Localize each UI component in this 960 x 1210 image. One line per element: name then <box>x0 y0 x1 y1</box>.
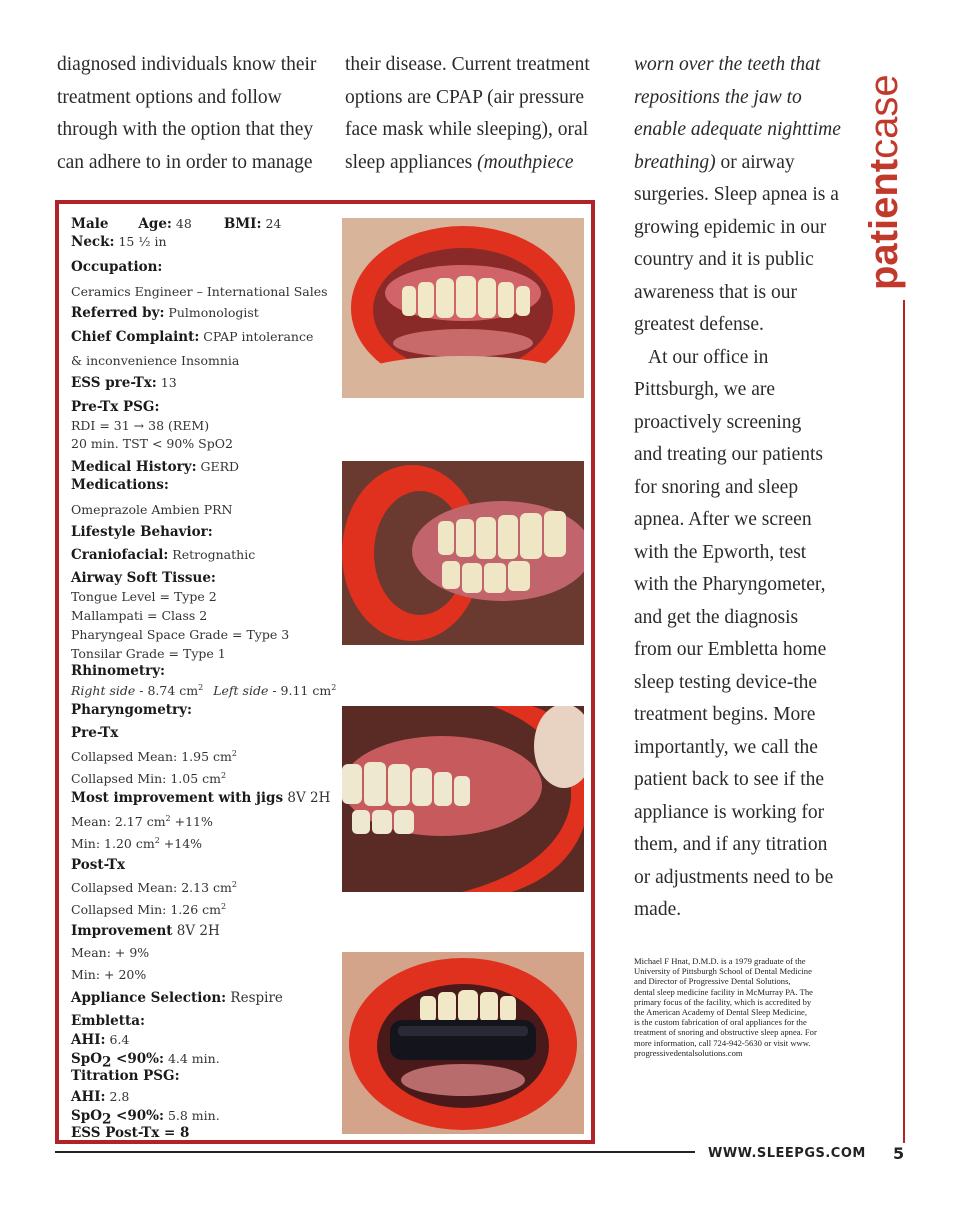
bio-line: University of Pittsburgh School of Dental Medicine <box>634 966 812 977</box>
ahi2-label: AHI: <box>71 1089 106 1105</box>
appliance-value: Respire <box>226 990 283 1006</box>
bio-line: and Director of Progressive Dental Solutions, <box>634 976 791 987</box>
pre-min: Collapsed Min: 1.05 cm <box>71 771 222 786</box>
improve-label: Improvement <box>71 923 173 939</box>
italic-line: repositions the jaw to <box>634 86 802 108</box>
clinical-photo <box>342 461 584 645</box>
meds-value: Omeprazole Ambien PRN <box>71 502 233 517</box>
text-line: their disease. Current treatment <box>345 54 590 75</box>
page-number: 5 <box>893 1144 905 1163</box>
complaint-value-2: & inconvenience Insomnia <box>71 353 240 368</box>
subscript: 2 <box>101 1054 112 1071</box>
psg-label: Pre-Tx PSG: <box>71 399 160 415</box>
side-rule <box>903 300 905 1143</box>
text-line: importantly, we call the <box>634 736 818 758</box>
embletta-label: Embletta: <box>71 1013 145 1029</box>
occupation-label: Occupation: <box>71 259 163 275</box>
text-line: treatment begins. More <box>634 704 816 725</box>
teeth-side-illustration <box>342 706 584 892</box>
pharyng-label: Pharyngometry: <box>71 702 192 718</box>
spo2b-label-rest: <90%: <box>111 1108 164 1124</box>
ahi-label: AHI: <box>71 1032 106 1048</box>
psg-line-1: RDI = 31 → 38 (REM) <box>71 418 210 433</box>
text-line <box>345 147 615 180</box>
complaint-value: CPAP intolerance <box>199 329 314 344</box>
ess-pre-label: ESS pre-Tx: <box>71 375 157 391</box>
pre-mean: Collapsed Mean: 1.95 cm <box>71 749 232 764</box>
text-line: treatment options and follow <box>57 86 282 108</box>
rhino-label: Rhinometry: <box>71 663 166 679</box>
text-line: through with the option that they <box>57 119 314 140</box>
post-min: Collapsed Min: 1.26 cm <box>71 902 222 917</box>
airway-line: Tonsilar Grade = Type 1 <box>71 646 226 661</box>
body-column-2 <box>345 49 615 179</box>
subscript: 2 <box>101 1111 112 1128</box>
italic-line: enable adequate nighttime <box>634 119 841 140</box>
lifestyle-label: Lifestyle Behavior: <box>71 524 213 540</box>
italic-line: worn over the teeth that <box>634 54 821 75</box>
neck-label: Neck: <box>71 234 115 250</box>
spo2-label: SpO <box>71 1051 102 1067</box>
appliance-label: Appliance Selection: <box>71 990 227 1006</box>
section-title-vertical <box>842 74 926 290</box>
superscript: 2 <box>231 879 237 889</box>
text-line: awareness that is our <box>634 281 797 303</box>
spo2b-label: SpO <box>71 1108 102 1124</box>
rhino-left-label: Left side <box>213 683 269 698</box>
text-line: with the Epworth, test <box>634 541 807 563</box>
improve-min: Min: + 20% <box>71 967 147 982</box>
superscript: 2 <box>198 682 204 692</box>
bio-line: treatment of snoring and obstructive sleep apnea. For <box>634 1027 817 1038</box>
superscript: 2 <box>231 748 237 758</box>
superscript: 2 <box>221 901 227 911</box>
spo2-label-rest: <90%: <box>111 1051 164 1067</box>
improve-value: 8V 2H <box>172 923 220 939</box>
titration-label: Titration PSG: <box>71 1068 180 1084</box>
text-line: sleep testing device-the <box>634 671 818 693</box>
teeth-side-illustration <box>342 461 584 645</box>
text-line: surgeries. Sleep apnea is a <box>634 184 839 205</box>
text-line: face mask while sleeping), oral <box>345 119 589 140</box>
psg-line-2: 20 min. TST < 90% SpO2 <box>71 436 233 451</box>
cranio-label: Craniofacial: <box>71 547 169 563</box>
bio-line: the American Academy of Dental Sleep Medicine, <box>634 1007 808 1018</box>
section-title-bold: patient <box>862 158 906 290</box>
text-line: with the Pharyngometer, <box>634 574 826 595</box>
italic-text: (mouthpiece <box>477 151 574 173</box>
airway-label: Airway Soft Tissue: <box>71 570 216 586</box>
spo2b-value: 5.8 min. <box>163 1108 220 1123</box>
text-line: Pittsburgh, we are <box>634 379 775 400</box>
jigs-mean: Mean: 2.17 cm <box>71 814 166 829</box>
jigs-min: Min: 1.20 cm <box>71 836 155 851</box>
age-value: 48 <box>171 216 192 231</box>
text-line: from our Embletta home <box>634 639 827 660</box>
bmi-label: BMI: <box>223 216 262 232</box>
bio-line: more information, call 724-942-5630 or visit www. <box>634 1037 811 1048</box>
text-line: appliance is working for <box>634 801 825 823</box>
text-line: growing epidemic in our <box>634 216 827 238</box>
bio-line: progressivedentalsolutions.com <box>634 1047 743 1058</box>
referred-value: Pulmonologist <box>164 305 259 320</box>
section-title-light: case <box>862 74 906 159</box>
jigs-label: Most improvement with jigs <box>71 790 284 806</box>
text-line: for snoring and sleep <box>634 476 799 498</box>
improve-mean: Mean: + 9% <box>71 945 150 960</box>
text-line: patient back to see if the <box>634 769 825 790</box>
superscript: 2 <box>154 835 160 845</box>
occupation-value: Ceramics Engineer – International Sales <box>71 284 328 299</box>
rhino-left-value: - 9.11 cm <box>268 683 332 698</box>
text-line: and treating our patients <box>634 444 823 465</box>
ahi-value: 6.4 <box>105 1032 130 1047</box>
footer-rule <box>55 1151 695 1153</box>
medhist-label: Medical History: <box>71 459 197 475</box>
appliance-illustration <box>342 952 584 1134</box>
italic-text: breathing) <box>634 151 716 173</box>
medhist-value: GERD <box>196 459 240 474</box>
rhino-right-label: Right side <box>71 683 136 698</box>
bio-line: primary focus of the facility, which is accredited by <box>634 996 812 1007</box>
airway-line: Mallampati = Class 2 <box>71 608 208 623</box>
text-line: apnea. After we screen <box>634 509 812 530</box>
text-line <box>634 147 854 180</box>
teeth-front-illustration <box>342 218 584 398</box>
text-line: options are CPAP (air pressure <box>345 86 585 108</box>
body-column-3 <box>634 49 854 927</box>
bio-line: dental sleep medicine facility in McMurray PA. The <box>634 986 813 997</box>
pretx-label: Pre-Tx <box>71 725 119 741</box>
text-run: sleep appliances <box>345 151 478 173</box>
superscript: 2 <box>331 682 337 692</box>
text-line: them, and if any titration <box>634 834 828 855</box>
text-line: or adjustments need to be <box>634 866 834 888</box>
superscript: 2 <box>165 813 171 823</box>
clinical-photo <box>342 706 584 892</box>
ess-post: ESS Post-Tx = 8 <box>71 1125 190 1141</box>
neck-value: 15 ½ in <box>114 234 167 249</box>
cranio-value: Retrognathic <box>168 547 256 562</box>
ess-pre-value: 13 <box>156 375 177 390</box>
post-mean: Collapsed Mean: 2.13 cm <box>71 880 232 895</box>
clinical-photo <box>342 218 584 398</box>
author-bio <box>634 956 844 1058</box>
ahi2-value: 2.8 <box>105 1089 130 1104</box>
meds-label: Medications: <box>71 477 169 493</box>
superscript: 2 <box>221 770 227 780</box>
clinical-photo <box>342 952 584 1134</box>
text-line: made. <box>634 899 682 920</box>
jigs-value: 8V 2H <box>283 790 331 806</box>
text-line: diagnosed individuals know their <box>57 54 317 75</box>
text-line: proactively screening <box>634 411 802 433</box>
bmi-value: 24 <box>261 216 282 231</box>
text-line: country and it is public <box>634 249 814 270</box>
jigs-mean-pct: +11% <box>170 814 213 829</box>
posttx-label: Post-Tx <box>71 857 126 873</box>
age-label: Age: <box>138 216 172 232</box>
bio-line: Michael F Hnat, D.M.D. is a 1979 graduate of the <box>634 956 806 966</box>
referred-label: Referred by: <box>71 305 165 321</box>
footer-url[interactable]: WWW.SLEEPGS.COM <box>708 1146 866 1161</box>
text-line: and get the diagnosis <box>634 606 799 628</box>
rhino-right-value: - 8.74 cm <box>135 683 199 698</box>
text-line: can adhere to in order to manage <box>57 151 313 173</box>
complaint-label: Chief Complaint: <box>71 329 200 345</box>
sex-label: Male <box>71 216 109 232</box>
text-line: At our office in <box>648 346 769 368</box>
spo2-value: 4.4 min. <box>163 1051 220 1066</box>
airway-line: Pharyngeal Space Grade = Type 3 <box>71 627 290 642</box>
bio-line: is the custom fabrication of oral appliances for the <box>634 1017 807 1028</box>
text-run: or airway <box>715 151 795 173</box>
text-line: greatest defense. <box>634 314 764 335</box>
airway-line: Tongue Level = Type 2 <box>71 589 217 604</box>
jigs-min-pct: +14% <box>159 836 203 851</box>
body-column-1 <box>57 49 327 179</box>
